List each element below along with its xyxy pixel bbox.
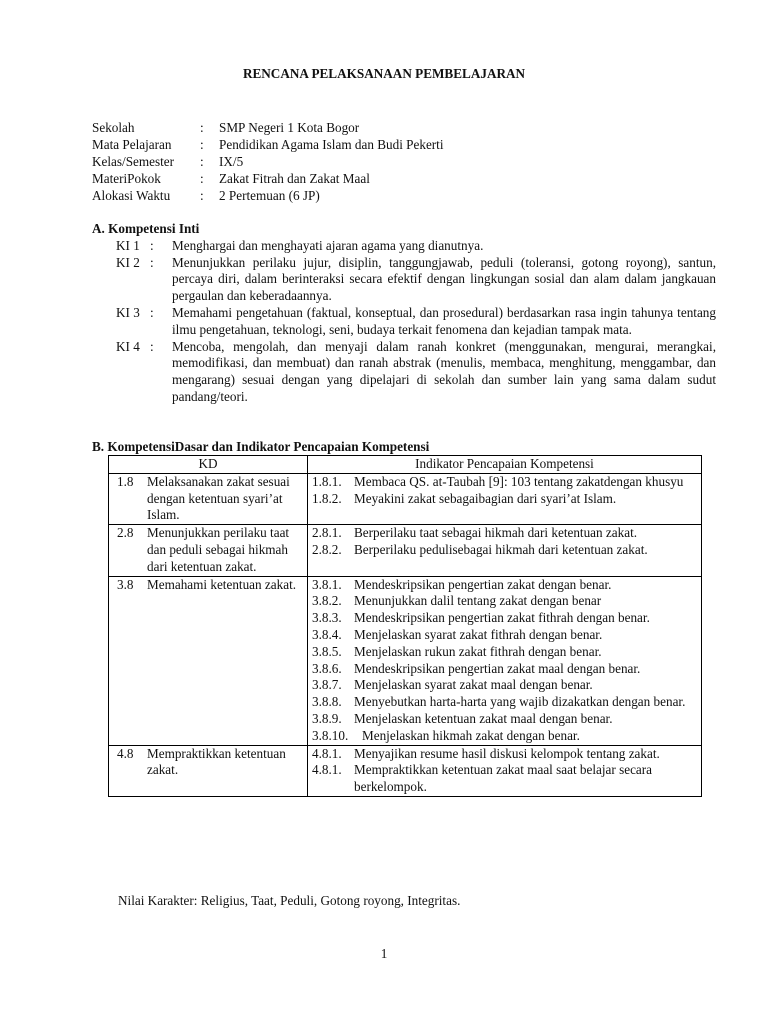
indicator-text: Mendeskripsikan pengertian zakat maal dengan benar. bbox=[354, 660, 641, 676]
nilai-karakter: Nilai Karakter: Religius, Taat, Peduli, Gotong royong, Integritas. bbox=[118, 893, 461, 908]
ki-code: KI 1 bbox=[116, 237, 140, 253]
identity-value: Pendidikan Agama Islam dan Budi Pekerti bbox=[219, 137, 444, 152]
list-item bbox=[312, 644, 697, 661]
indicator-number: 2.8.2. bbox=[312, 541, 342, 557]
kd-cell bbox=[109, 576, 308, 745]
ki-text: Memahami pengetahuan (faktual, konseptual, dan prosedural) berdasarkan rasa ingin tahunya tentang ilmu pengetahuan, teknologi, seni, budaya terkait fenomena dan kejadian tampak mata. bbox=[172, 304, 716, 337]
kd-text: Menunjukkan perilaku taat dan peduli sebagai hikmah dari ketentuan zakat. bbox=[147, 525, 290, 574]
identity-label: Mata Pelajaran bbox=[92, 137, 172, 152]
list-item bbox=[312, 677, 697, 694]
indicator-number: 3.8.2. bbox=[312, 593, 342, 609]
identity-value: SMP Negeri 1 Kota Bogor bbox=[219, 120, 360, 135]
identity-colon: : bbox=[200, 171, 204, 186]
indicator-number: 4.8.1. bbox=[312, 745, 342, 761]
indicator-number: 3.8.6. bbox=[312, 660, 342, 676]
indicator-number: 1.8.2. bbox=[312, 490, 342, 506]
kd-cell bbox=[109, 745, 308, 796]
ki-item bbox=[92, 238, 716, 255]
ki-item bbox=[92, 305, 716, 339]
indicator-text: Berperilaku taat sebagai hikmah dari ketentuan zakat. bbox=[354, 525, 638, 541]
column-header-indikator: Indikator Pencapaian Kompetensi bbox=[308, 456, 702, 474]
list-item bbox=[312, 711, 697, 728]
indicator-number: 1.8.1. bbox=[312, 473, 342, 489]
section-a-heading: A. Kompetensi Inti bbox=[92, 221, 200, 236]
list-item bbox=[312, 525, 697, 542]
ki-item bbox=[92, 339, 716, 406]
list-item bbox=[312, 762, 697, 796]
indicator-number: 2.8.1. bbox=[312, 525, 342, 541]
identity-label: Alokasi Waktu bbox=[92, 188, 171, 203]
page-number: 1 bbox=[380, 946, 388, 961]
ki-text: Menghargai dan menghayati ajaran agama yang dianutnya. bbox=[172, 237, 484, 253]
indicator-cell bbox=[308, 745, 702, 796]
kd-number: 1.8 bbox=[117, 473, 134, 489]
identity-row-mata-pelajaran bbox=[92, 137, 444, 154]
identity-colon: : bbox=[200, 120, 204, 135]
identity-colon: : bbox=[200, 137, 204, 152]
list-item bbox=[312, 627, 697, 644]
ki-colon: : bbox=[150, 254, 154, 270]
indicator-number: 3.8.7. bbox=[312, 677, 342, 693]
identity-row-materi-pokok bbox=[92, 171, 444, 188]
identity-label: Sekolah bbox=[92, 120, 135, 135]
ki-item bbox=[92, 255, 716, 305]
ki-code: KI 3 bbox=[116, 304, 140, 320]
list-item bbox=[312, 593, 697, 610]
indicator-number: 3.8.10. bbox=[312, 727, 349, 743]
indicator-text: Mendeskripsikan pengertian zakat fithrah dengan benar. bbox=[354, 610, 650, 626]
column-header-kd: KD bbox=[109, 456, 308, 474]
list-item bbox=[312, 610, 697, 627]
kd-number: 2.8 bbox=[117, 525, 134, 541]
section-b-heading: B. KompetensiDasar dan Indikator Pencapaian Kompetensi bbox=[92, 439, 430, 454]
list-item bbox=[312, 728, 697, 745]
kd-text: Mempraktikkan ketentuan zakat. bbox=[147, 745, 286, 778]
kd-cell bbox=[109, 525, 308, 576]
indicator-number: 3.8.9. bbox=[312, 710, 342, 726]
ki-colon: : bbox=[150, 304, 154, 320]
indicator-text: Membaca QS. at-Taubah [9]: 103 tentang zakatdengan khusyu bbox=[354, 473, 684, 489]
identity-block bbox=[92, 120, 444, 205]
list-item bbox=[312, 542, 697, 559]
list-item bbox=[312, 746, 697, 763]
indicator-text: Menjelaskan syarat zakat maal dengan benar. bbox=[354, 677, 593, 693]
identity-row-kelas-semester bbox=[92, 154, 444, 171]
kd-text: Melaksanakan zakat sesuai dengan ketentuan syari’at Islam. bbox=[147, 473, 290, 523]
identity-label: MateriPokok bbox=[92, 171, 161, 186]
list-item bbox=[312, 577, 697, 594]
indicator-cell bbox=[308, 525, 702, 576]
indicator-text: Meyakini zakat sebagaibagian dari syari’at Islam. bbox=[354, 490, 617, 506]
indicator-text: Menyebutkan harta-harta yang wajib dizakatkan dengan benar. bbox=[354, 694, 686, 710]
ki-text: Mencoba, mengolah, dan menyaji dalam ranah konkret (menggunakan, mengurai, merangkai, memodifikasi, dan membuat) dan ranah abstrak (menulis, membaca, menghitung, menggambar, dan mengarang) sesuai dengan yang dipelajari di sekolah dan sumber lain yang sama dalam sudut pandang/teori. bbox=[172, 338, 716, 404]
identity-label: Kelas/Semester bbox=[92, 154, 175, 169]
ki-colon: : bbox=[150, 338, 154, 354]
indicator-text: Menjelaskan hikmah zakat dengan benar. bbox=[362, 727, 580, 743]
indicator-text: Menyajikan resume hasil diskusi kelompok tentang zakat. bbox=[354, 745, 660, 761]
list-item bbox=[312, 694, 697, 711]
indicator-cell bbox=[308, 576, 702, 745]
table-row bbox=[109, 525, 702, 576]
indicator-cell bbox=[308, 473, 702, 524]
indicator-number: 4.8.1. bbox=[312, 762, 342, 778]
kd-number: 4.8 bbox=[117, 745, 134, 761]
indicator-text: Menjelaskan rukun zakat fithrah dengan benar. bbox=[354, 643, 602, 659]
list-item bbox=[312, 661, 697, 678]
indicator-number: 3.8.3. bbox=[312, 610, 342, 626]
table-row bbox=[109, 745, 702, 796]
indicator-number: 3.8.1. bbox=[312, 576, 342, 592]
list-item bbox=[312, 491, 697, 508]
table-header-row bbox=[109, 456, 702, 474]
ki-text: Menunjukkan perilaku jujur, disiplin, tanggungjawab, peduli (toleransi, gotong royong), santun, percaya diri, dalam berinteraksi secara efektif dengan lingkungan sosial dan alam dalam jangkauan pergaulan dan keberadaannya. bbox=[172, 254, 716, 304]
indicator-text: Mendeskripsikan pengertian zakat dengan benar. bbox=[354, 576, 612, 592]
identity-value: IX/5 bbox=[219, 154, 244, 169]
indicator-text: Menunjukkan dalil tentang zakat dengan benar bbox=[354, 593, 602, 609]
list-item bbox=[312, 474, 697, 491]
indicator-number: 3.8.4. bbox=[312, 626, 342, 642]
table-row bbox=[109, 473, 702, 524]
identity-colon: : bbox=[200, 154, 204, 169]
indicator-text: Menjelaskan syarat zakat fithrah dengan benar. bbox=[354, 626, 603, 642]
ki-code: KI 4 bbox=[116, 338, 140, 354]
indicator-number: 3.8.5. bbox=[312, 643, 342, 659]
identity-value: Zakat Fitrah dan Zakat Maal bbox=[219, 171, 370, 186]
kd-table bbox=[108, 455, 702, 797]
identity-row-sekolah bbox=[92, 120, 444, 137]
ki-code: KI 2 bbox=[116, 254, 140, 270]
kd-text: Memahami ketentuan zakat. bbox=[147, 576, 297, 592]
indicator-text: Berperilaku pedulisebagai hikmah dari ketentuan zakat. bbox=[354, 541, 648, 557]
identity-colon: : bbox=[200, 188, 204, 203]
section-kompetensi-inti bbox=[92, 221, 716, 406]
document-title: RENCANA PELAKSANAAN PEMBELAJARAN bbox=[242, 66, 526, 81]
indicator-text: Menjelaskan ketentuan zakat maal dengan benar. bbox=[354, 710, 613, 726]
kd-number: 3.8 bbox=[117, 576, 134, 592]
identity-row-alokasi-waktu bbox=[92, 188, 444, 205]
indicator-number: 3.8.8. bbox=[312, 694, 342, 710]
table-row bbox=[109, 576, 702, 745]
kd-cell bbox=[109, 473, 308, 524]
identity-value: 2 Pertemuan (6 JP) bbox=[219, 188, 320, 203]
ki-colon: : bbox=[150, 237, 154, 253]
indicator-text: Mempraktikkan ketentuan zakat maal saat belajar secara berkelompok. bbox=[354, 762, 653, 795]
